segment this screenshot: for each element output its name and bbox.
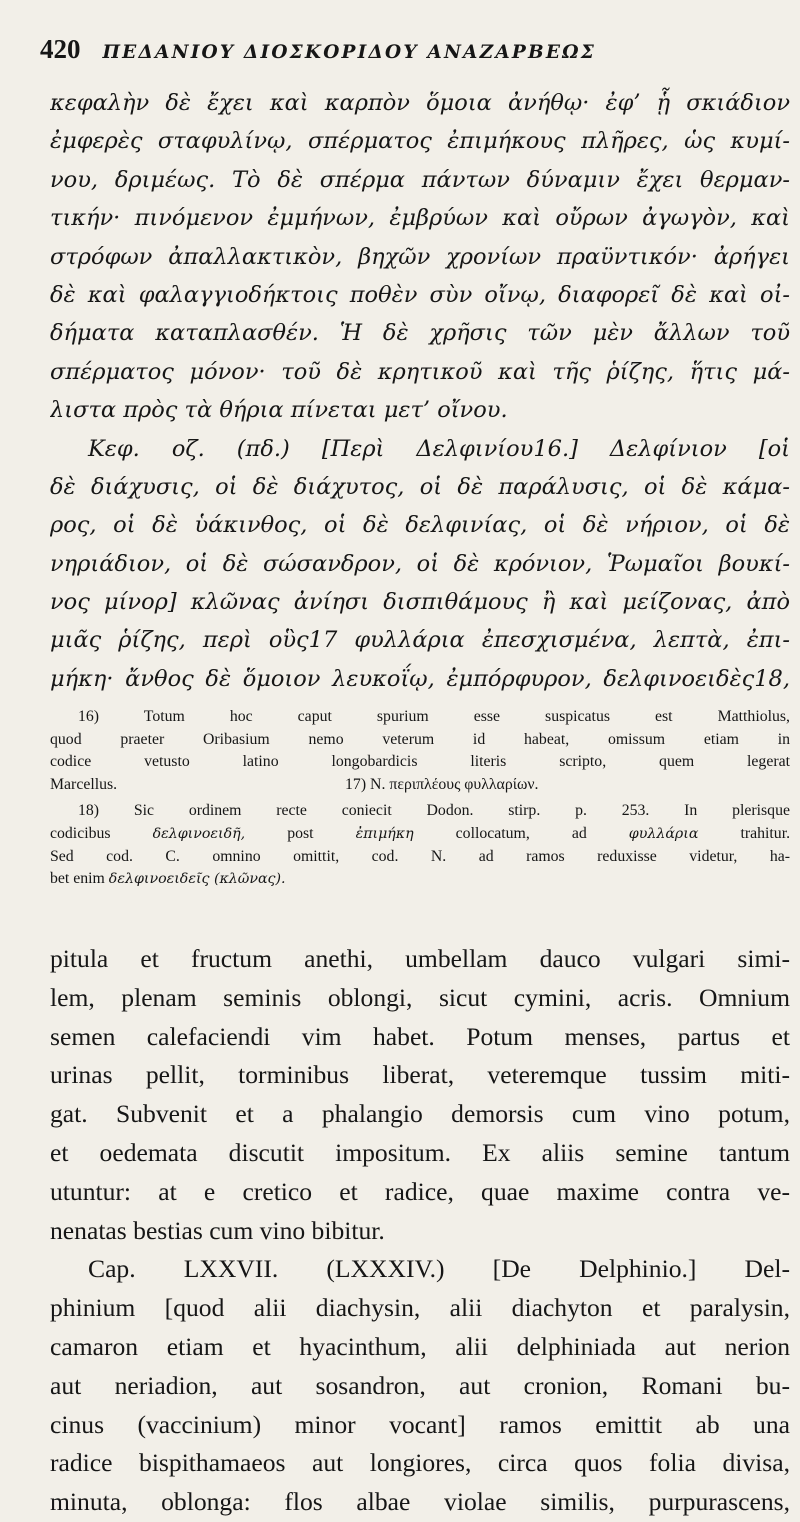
running-head: ΠΕΔΑΝΙΟΥ ΔΙΟΣΚΟΡΙΔΟΥ ΑΝΑΖΑΡΒΕΩΣ [102,42,597,63]
greek-line: σπέρματος μόνον· τοῦ δὲ κρητικοῦ καὶ τῆς ῥίζης, ἥτις μά- [50,358,790,385]
footnotes [50,706,790,891]
footnote-line: 18) Sic ordinem recte coniecit Dodon. stirp. p. 253. In plerisque [78,802,790,820]
greek-line: τικήν· πινόμενον ἐμμήνων, ἐμβρύων καὶ οὔρων ἀγωγὸν, καὶ [50,205,790,232]
latin-line: aut neriadion, aut sosandron, aut cronion, Romani bu- [50,1370,790,1400]
greek-text-block [50,84,790,698]
footnote-text: Marcellus. [50,775,118,793]
greek-line: ἐμφερὲς σταφυλίνῳ, σπέρματος ἐπιμήκους πλῆρες, ὡς κυμί- [50,128,790,155]
page-header [40,34,800,78]
footnote-greek: ἐπιμήκη [355,825,414,842]
footnote-line: Sed cod. C. omnino omittit, cod. N. ad ramos reduxisse videtur, ha- [50,847,790,865]
latin-chapter-heading: Cap. LXXVII. (LXXXIV.) [De Delphinio.] Del- [88,1254,790,1284]
greek-line: μιᾶς ῥίζης, περὶ οὓς17 φυλλάρια ἐπεσχισμένα, λεπτὰ, ἐπι- [50,627,790,654]
latin-line: phinium [quod alii diachysin, alii diachyton et paralysin, [50,1293,790,1323]
greek-line: νος μίνορ] κλῶνας ἀνίησι δισπιθάμους ἢ καὶ μείζονας, ἀπὸ [50,589,790,616]
footnote-text: codicibus [50,824,111,842]
latin-line: et oedemata discutit impositum. Ex aliis semine tantum [50,1137,790,1167]
footnote-text: bet enim [50,870,105,888]
footnote-greek: δελφινοειδεῖς (κλῶνας). [108,871,286,888]
footnote-text: collocatum, ad [455,824,587,842]
latin-line: utuntur: at e cretico et radice, quae maxime contra ve- [50,1176,790,1206]
latin-line: gat. Subvenit et a phalangio demorsis cum vino potum, [50,1099,790,1129]
greek-line: μήκη· ἄνθος δὲ ὅμοιον λευκοΐῳ, ἐμπόρφυρον, δελφινοειδὲς18, [50,665,790,692]
footnote-line [50,774,790,797]
greek-line: νηριάδιον, οἱ δὲ σώσανδρον, οἱ δὲ κρόνιον, Ῥωμαῖοι βουκί- [50,550,790,577]
greek-line: δὲ καὶ φαλαγγιοδήκτοις ποθὲν σὺν οἴνῳ, διαφορεῖ δὲ καὶ οἰ- [50,281,790,308]
latin-line: semen calefaciendi vim habet. Potum menses, partus et [50,1021,790,1051]
latin-line: lem, plenam seminis oblongi, sicut cymini, acris. Omnium [50,982,790,1012]
greek-line: ρος, οἱ δὲ ὑάκινθος, οἱ δὲ δελφινίας, οἱ δὲ νήριον, οἱ δὲ [50,512,790,539]
page-number: 420 [40,34,81,64]
latin-line: minuta, oblonga: flos albae violae similis, purpurascens, [50,1487,790,1517]
greek-line: δήματα καταπλασθέν. Ἡ δὲ χρῆσις τῶν μὲν ἄλλων τοῦ [50,320,790,347]
greek-line: δὲ διάχυσις, οἱ δὲ διάχυτος, οἱ δὲ παράλυσις, οἱ δὲ κάμα- [50,473,790,500]
footnote-line: 16) Totum hoc caput spurium esse suspicatus est Matthiolus, [78,708,790,725]
footnote-line: quod praeter Oribasium nemo veterum id habeat, omissum etiam in [50,730,790,748]
latin-line: pitula et fructum anethi, umbellam dauco vulgari simi- [50,944,790,973]
greek-chapter-heading: Κεφ. οζ. (πδ.) [Περὶ Δελφινίου16.] Δελφίνιον [οἱ [88,435,790,462]
latin-line: camaron etiam et hyacinthum, alii delphiniada aut nerion [50,1331,790,1361]
latin-line: cinus (vaccinium) minor vocant] ramos emittit ab una [50,1409,790,1439]
latin-text-block [50,940,790,1522]
greek-line: νου, δριμέως. Τὸ δὲ σπέρμα πάντων δύναμιν ἔχει θερμαν- [50,166,790,193]
greek-line: κεφαλὴν δὲ ἔχει καὶ καρπὸν ὅμοια ἀνήθῳ· ἐφ’ ᾗ σκιάδιον [50,90,790,116]
greek-line: λιστα πρὸς τὰ θήρια πίνεται μετ’ οἴνου. [50,397,508,424]
latin-line: urinas pellit, torminibus liberat, veteremque tussim miti- [50,1060,790,1090]
latin-line: radice bispithamaeos aut longiores, circa quos folia divisa, [50,1448,790,1478]
greek-line: στρόφων ἀπαλλακτικὸν, βηχῶν χρονίων πραϋντικόν· ἀρήγει [50,243,790,270]
footnote-greek: δελφινοειδῆ, [152,825,246,842]
footnote-line: codice vetusto latino longobardicis literis scripto, quem legerat [50,753,790,771]
footnote-line [50,868,790,891]
footnote-text: trahitur. [740,824,790,842]
footnote-line [50,823,790,846]
footnote-text: post [287,824,314,842]
footnote-17: 17) N. περιπλέους φυλλαρίων. [345,775,539,793]
footnote-greek: φυλλάρια [628,825,699,842]
latin-line: nenatas bestias cum vino bibitur. [50,1215,385,1245]
